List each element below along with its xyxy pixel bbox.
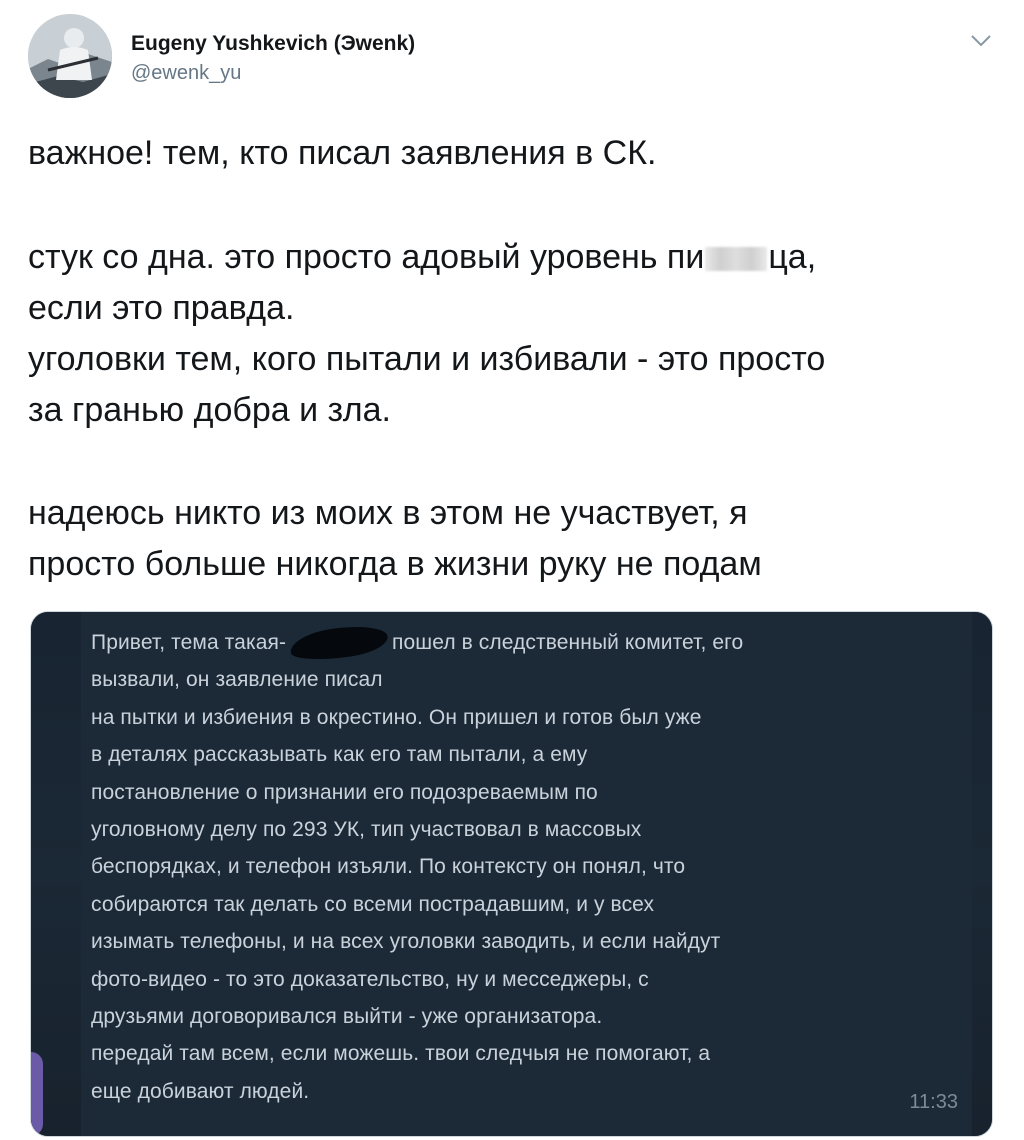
user-avatar[interactable]: [28, 14, 112, 98]
message-line: уголовному делу по 293 УК, тип участвовал в массовых: [91, 818, 642, 842]
message-time: 11:33: [909, 1091, 958, 1113]
censor-ink: [288, 622, 389, 665]
tweet-line: уголовки тем, кого пытали и избивали - это просто: [28, 340, 826, 378]
message-line: [91, 624, 951, 661]
message-line: постановление о признании его подозреваемым по: [91, 780, 598, 804]
tweet-line-part: стук со дна. это просто адовый уровень пи: [28, 238, 705, 276]
message-line-part: Привет, тема такая-: [91, 631, 287, 654]
tweet-line: просто больше никогда в жизни руку не подам: [28, 545, 762, 583]
message-line: вызвали, он заявление писал: [91, 668, 383, 692]
tweet-line: [28, 232, 988, 283]
message-line: изымать телефоны, и на всех уголовки заводить, и если найдут: [91, 930, 721, 954]
tweet-text: [28, 128, 988, 590]
tweet-line: за гранью добра и зла.: [28, 391, 391, 429]
message-line: на пытки и избиения в окрестино. Он пришел и готов был уже: [91, 705, 702, 729]
message-line: беспорядках, и телефон изъяли. По контексту он понял, что: [91, 855, 686, 879]
message-line: в деталях рассказывать как его там пытали, а ему: [91, 743, 588, 767]
message-line: еще добивают людей.: [91, 1079, 310, 1103]
chat-accent-strip: [31, 1052, 43, 1136]
message-text: [91, 624, 951, 1110]
attached-image[interactable]: [30, 611, 993, 1137]
tweet-header: [28, 14, 1000, 104]
chat-screenshot: [31, 612, 992, 1136]
tweet-line: если это правда.: [28, 289, 295, 327]
tweet-line: важное! тем, кто писал заявления в СК.: [28, 134, 657, 172]
censor-blur: [705, 247, 767, 271]
message-line: друзьями договоривался выйти - уже организатора.: [91, 1005, 603, 1029]
message-line: передай там всем, если можешь. твои следчыя не помогают, а: [91, 1042, 711, 1066]
message-line: фото-видео - то это доказательство, ну и месседжеры, с: [91, 967, 649, 991]
chevron-down-icon[interactable]: [970, 34, 992, 48]
avatar-photo: [28, 14, 112, 98]
tweet-line: надеюсь никто из моих в этом не участвует, я: [28, 494, 748, 532]
author-handle[interactable]: @ewenk_yu: [131, 62, 242, 84]
message-line: собираются так делать со всеми пострадавшим, и у всех: [91, 892, 655, 916]
message-line-part: пошел в следственный комитет, его: [392, 631, 744, 654]
tweet-line-part: ца,: [768, 238, 817, 276]
author-name[interactable]: Eugeny Yushkevich (Эwenk): [131, 32, 416, 55]
